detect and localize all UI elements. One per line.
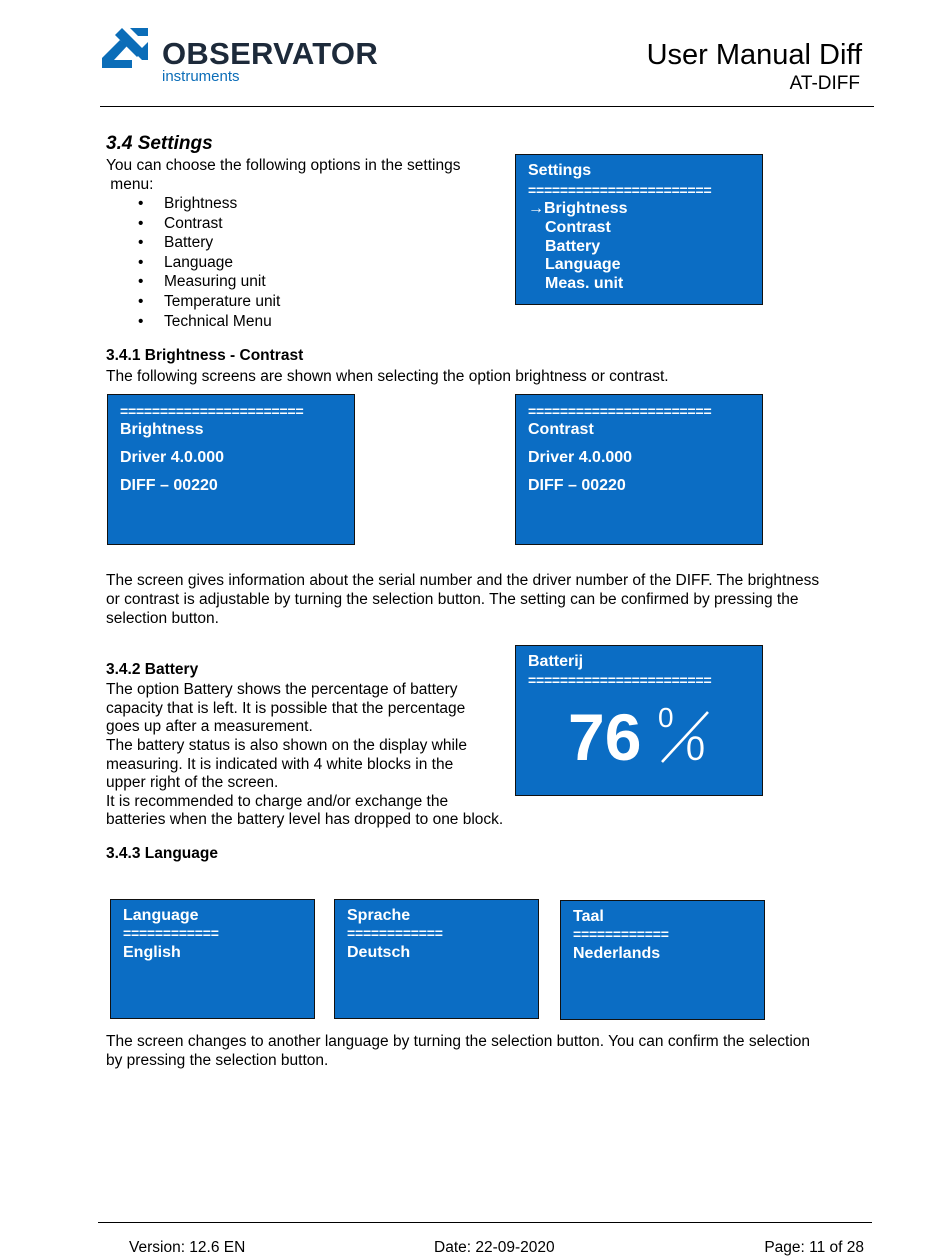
list-item: • Language bbox=[138, 253, 233, 271]
screen-title: Settings bbox=[528, 162, 592, 179]
section-heading: 3.4 Settings bbox=[106, 133, 213, 154]
subsection-heading: 3.4.1 Brightness - Contrast bbox=[106, 347, 304, 364]
screen-separator: ============ bbox=[347, 925, 443, 941]
paragraph-line: measuring. It is indicated with 4 white blocks in the bbox=[106, 756, 454, 773]
serial-number: DIFF – 00220 bbox=[120, 477, 218, 494]
screen-separator: ======================= bbox=[528, 672, 712, 688]
paragraph-line: selection button. bbox=[106, 610, 219, 627]
paragraph-line: or contrast is adjustable by turning the selection button. The setting can be confirmed by pressing the bbox=[106, 591, 799, 608]
paragraph-line: goes up after a measurement. bbox=[106, 718, 313, 735]
document-title: User Manual Diff bbox=[646, 39, 862, 71]
settings-item: Contrast bbox=[545, 219, 611, 236]
battery-percentage: 76 bbox=[568, 700, 642, 774]
screen-title: Batterij bbox=[528, 653, 584, 670]
settings-item: Language bbox=[545, 256, 621, 273]
screen-separator: ======================= bbox=[528, 182, 712, 198]
settings-item: Battery bbox=[545, 238, 601, 255]
intro-line: menu: bbox=[106, 176, 154, 193]
list-item: • Battery bbox=[138, 234, 214, 252]
screen-separator: ======================= bbox=[120, 403, 304, 419]
logo-wordmark: OBSERVATOR bbox=[162, 36, 379, 71]
settings-screen bbox=[515, 154, 763, 305]
settings-item: Meas. unit bbox=[545, 275, 624, 292]
paragraph-line: upper right of the screen. bbox=[106, 774, 279, 791]
paragraph-line: The option Battery shows the percentage of battery bbox=[106, 681, 458, 698]
header-rule bbox=[100, 106, 874, 107]
paragraph-line: by pressing the selection button. bbox=[106, 1052, 329, 1069]
percent-top: 0 bbox=[658, 702, 674, 733]
document-subtitle: AT-DIFF bbox=[789, 73, 860, 94]
footer-date: Date: 22-09-2020 bbox=[434, 1239, 555, 1256]
arrow-right-icon: → bbox=[528, 200, 544, 217]
list-item: • Brightness bbox=[138, 195, 238, 212]
screen-title: Taal bbox=[573, 908, 604, 925]
screen-title: Language bbox=[123, 907, 199, 924]
screen-separator: ============ bbox=[573, 926, 669, 942]
language-value: English bbox=[123, 944, 181, 961]
footer-rule bbox=[98, 1222, 872, 1223]
driver-version: Driver 4.0.000 bbox=[120, 449, 225, 466]
list-item: • Contrast bbox=[138, 214, 223, 232]
paragraph-line: The battery status is also shown on the display while bbox=[106, 737, 467, 754]
language-screen-german bbox=[334, 899, 539, 1019]
language-value: Nederlands bbox=[573, 945, 661, 962]
paragraph: The following screens are shown when selecting the option brightness or contrast. bbox=[106, 368, 669, 385]
list-item: • Temperature unit bbox=[138, 292, 281, 310]
subsection-heading: 3.4.3 Language bbox=[106, 845, 218, 862]
language-screen-dutch bbox=[560, 900, 765, 1020]
settings-item-selected: →Brightness bbox=[528, 200, 628, 217]
intro-line: You can choose the following options in the settings bbox=[106, 157, 461, 174]
serial-number: DIFF – 00220 bbox=[528, 477, 626, 494]
language-screen-english bbox=[110, 899, 315, 1019]
percent-bottom: 0 bbox=[686, 730, 705, 768]
percent-sign bbox=[656, 702, 716, 768]
subsection-heading: 3.4.2 Battery bbox=[106, 661, 199, 678]
paragraph-line: batteries when the battery level has dropped to one block. bbox=[106, 811, 504, 828]
brightness-screen bbox=[107, 394, 355, 545]
screen-title: Contrast bbox=[528, 421, 594, 438]
screen-separator: ======================= bbox=[528, 403, 712, 419]
footer-version: Version: 12.6 EN bbox=[129, 1239, 246, 1256]
screen-title: Sprache bbox=[347, 907, 411, 924]
screen-separator: ============ bbox=[123, 925, 219, 941]
battery-screen bbox=[515, 645, 763, 796]
settings-options-list bbox=[106, 194, 280, 331]
footer-page: Page: 11 of 28 bbox=[764, 1239, 864, 1256]
paragraph-line: The screen changes to another language by turning the selection button. You can confirm the selection bbox=[106, 1033, 811, 1050]
logo-mark-icon bbox=[100, 24, 170, 84]
driver-version: Driver 4.0.000 bbox=[528, 449, 633, 466]
paragraph-line: It is recommended to charge and/or exchange the bbox=[106, 793, 449, 810]
language-value: Deutsch bbox=[347, 944, 411, 961]
logo-subtitle: instruments bbox=[162, 68, 240, 85]
list-item: • Measuring unit bbox=[138, 273, 266, 291]
list-item: • Technical Menu bbox=[138, 312, 272, 330]
paragraph-line: capacity that is left. It is possible that the percentage bbox=[106, 700, 466, 717]
screen-title: Brightness bbox=[120, 421, 204, 438]
paragraph-line: The screen gives information about the serial number and the driver number of the DIFF. The brightness bbox=[106, 572, 820, 589]
contrast-screen bbox=[515, 394, 763, 545]
